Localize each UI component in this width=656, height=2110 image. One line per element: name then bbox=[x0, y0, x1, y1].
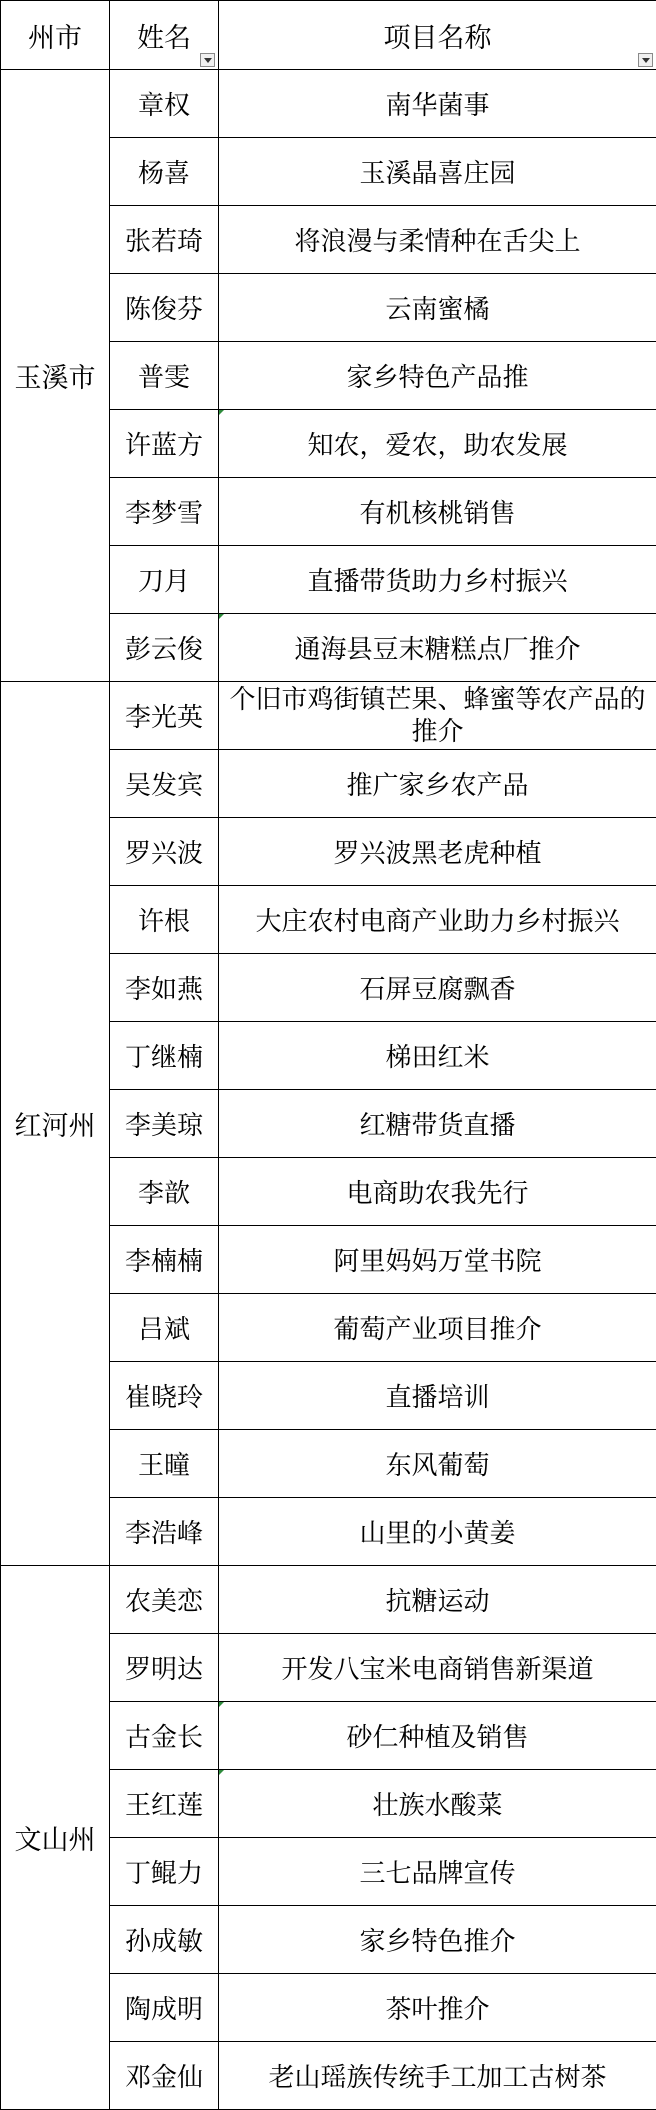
project-cell[interactable]: 大庄农村电商产业助力乡村振兴 bbox=[219, 886, 656, 954]
header-city[interactable]: 州市 bbox=[1, 1, 110, 70]
project-cell-text: 知农，爱农，助农发展 bbox=[307, 431, 567, 461]
header-project-label: 项目名称 bbox=[384, 23, 492, 54]
city-cell[interactable]: 玉溪市 bbox=[1, 70, 110, 682]
name-cell[interactable]: 古金长 bbox=[110, 1702, 219, 1770]
name-cell[interactable]: 陶成明 bbox=[110, 1974, 219, 2042]
project-cell[interactable]: 云南蜜橘 bbox=[219, 274, 656, 342]
name-cell[interactable]: 丁继楠 bbox=[110, 1022, 219, 1090]
city-cell[interactable]: 红河州 bbox=[1, 682, 110, 1566]
table-row bbox=[1, 1566, 656, 1634]
cell-indicator-icon bbox=[219, 614, 224, 619]
name-cell[interactable]: 李光英 bbox=[110, 682, 219, 750]
project-cell-text: 砂仁种植及销售 bbox=[346, 1723, 528, 1753]
cell-indicator-icon bbox=[219, 410, 224, 415]
project-cell[interactable]: 三七品牌宣传 bbox=[219, 1838, 656, 1906]
name-cell[interactable]: 李如燕 bbox=[110, 954, 219, 1022]
name-cell[interactable]: 罗兴波 bbox=[110, 818, 219, 886]
name-cell[interactable]: 孙成敏 bbox=[110, 1906, 219, 1974]
project-cell[interactable]: 老山瑶族传统手工加工古树茶 bbox=[219, 2042, 656, 2110]
name-cell[interactable]: 农美恋 bbox=[110, 1566, 219, 1634]
project-cell[interactable] bbox=[219, 1770, 656, 1838]
table-body bbox=[1, 70, 656, 2110]
project-cell[interactable]: 梯田红米 bbox=[219, 1022, 656, 1090]
city-cell[interactable]: 文山州 bbox=[1, 1566, 110, 2110]
header-name-label: 姓名 bbox=[137, 23, 191, 54]
project-cell[interactable]: 直播培训 bbox=[219, 1362, 656, 1430]
table-row bbox=[1, 682, 656, 750]
project-cell[interactable]: 阿里妈妈万堂书院 bbox=[219, 1226, 656, 1294]
name-cell[interactable]: 许蓝方 bbox=[110, 410, 219, 478]
project-cell[interactable] bbox=[219, 614, 656, 682]
cell-indicator-icon bbox=[219, 1702, 224, 1707]
name-cell[interactable]: 李浩峰 bbox=[110, 1498, 219, 1566]
name-cell[interactable]: 普雯 bbox=[110, 342, 219, 410]
project-cell[interactable]: 家乡特色推介 bbox=[219, 1906, 656, 1974]
project-cell[interactable]: 抗糖运动 bbox=[219, 1566, 656, 1634]
name-cell[interactable]: 崔晓玲 bbox=[110, 1362, 219, 1430]
table-row bbox=[1, 70, 656, 138]
header-name[interactable] bbox=[110, 1, 219, 70]
name-cell[interactable]: 李歆 bbox=[110, 1158, 219, 1226]
name-cell[interactable]: 张若琦 bbox=[110, 206, 219, 274]
project-cell-text: 通海县豆末糖糕点厂推介 bbox=[294, 635, 580, 665]
project-cell-text: 壮族水酸菜 bbox=[372, 1791, 502, 1821]
project-cell[interactable]: 东风葡萄 bbox=[219, 1430, 656, 1498]
project-cell[interactable]: 有机核桃销售 bbox=[219, 478, 656, 546]
name-cell[interactable]: 王红莲 bbox=[110, 1770, 219, 1838]
project-cell[interactable]: 电商助农我先行 bbox=[219, 1158, 656, 1226]
name-cell[interactable]: 杨喜 bbox=[110, 138, 219, 206]
name-cell[interactable]: 李美琼 bbox=[110, 1090, 219, 1158]
project-cell[interactable] bbox=[219, 1702, 656, 1770]
header-row bbox=[1, 1, 656, 70]
name-cell[interactable]: 罗明达 bbox=[110, 1634, 219, 1702]
project-cell[interactable]: 家乡特色产品推 bbox=[219, 342, 656, 410]
filter-dropdown-icon[interactable] bbox=[200, 53, 215, 67]
name-cell[interactable]: 李梦雪 bbox=[110, 478, 219, 546]
name-cell[interactable]: 彭云俊 bbox=[110, 614, 219, 682]
cell-indicator-icon bbox=[219, 1770, 224, 1775]
project-cell[interactable] bbox=[219, 410, 656, 478]
filter-dropdown-icon[interactable] bbox=[638, 53, 653, 67]
project-cell[interactable]: 直播带货助力乡村振兴 bbox=[219, 546, 656, 614]
name-cell[interactable]: 吴发宾 bbox=[110, 750, 219, 818]
name-cell[interactable]: 许根 bbox=[110, 886, 219, 954]
name-cell[interactable]: 王曈 bbox=[110, 1430, 219, 1498]
project-cell[interactable]: 葡萄产业项目推介 bbox=[219, 1294, 656, 1362]
project-cell[interactable]: 红糖带货直播 bbox=[219, 1090, 656, 1158]
project-cell[interactable]: 罗兴波黑老虎种植 bbox=[219, 818, 656, 886]
name-cell[interactable]: 刀月 bbox=[110, 546, 219, 614]
name-cell[interactable]: 李楠楠 bbox=[110, 1226, 219, 1294]
name-cell[interactable]: 丁鲲力 bbox=[110, 1838, 219, 1906]
project-cell[interactable]: 山里的小黄姜 bbox=[219, 1498, 656, 1566]
name-cell[interactable]: 章权 bbox=[110, 70, 219, 138]
header-project[interactable] bbox=[219, 1, 656, 70]
project-cell[interactable]: 个旧市鸡街镇芒果、蜂蜜等农产品的推介 bbox=[219, 682, 656, 750]
name-cell[interactable]: 陈俊芬 bbox=[110, 274, 219, 342]
project-cell[interactable]: 石屏豆腐飘香 bbox=[219, 954, 656, 1022]
project-cell[interactable]: 推广家乡农产品 bbox=[219, 750, 656, 818]
project-cell[interactable]: 茶叶推介 bbox=[219, 1974, 656, 2042]
name-cell[interactable]: 吕斌 bbox=[110, 1294, 219, 1362]
name-cell[interactable]: 邓金仙 bbox=[110, 2042, 219, 2110]
project-cell[interactable]: 南华菌事 bbox=[219, 70, 656, 138]
project-cell[interactable]: 将浪漫与柔情种在舌尖上 bbox=[219, 206, 656, 274]
project-cell[interactable]: 玉溪晶喜庄园 bbox=[219, 138, 656, 206]
project-cell[interactable]: 开发八宝米电商销售新渠道 bbox=[219, 1634, 656, 1702]
